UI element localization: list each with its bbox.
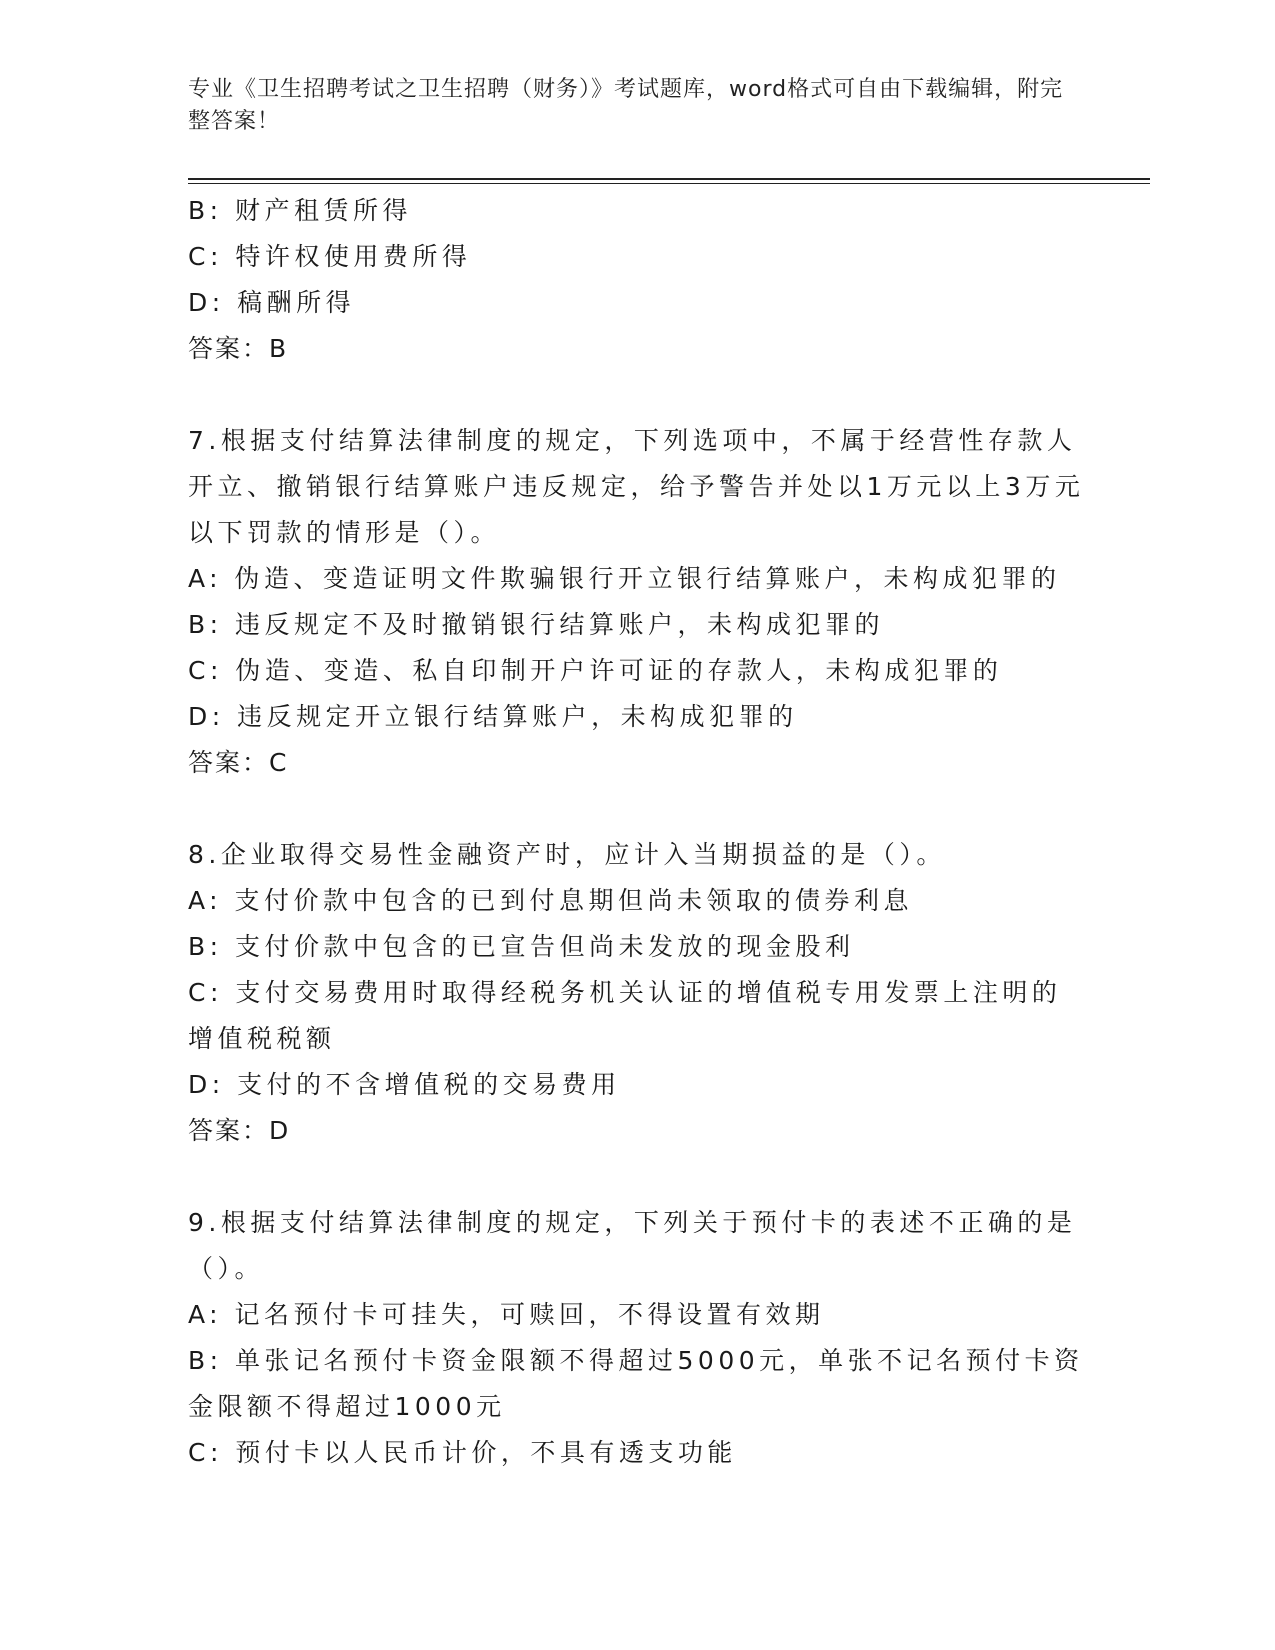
option-a: A: 记名预付卡可挂失，可赎回，不得设置有效期 <box>188 1300 825 1329</box>
option-c: C: 支付交易费用时取得经税务机关认证的增值税专用发票上注明的增值税税额 <box>188 978 1062 1053</box>
question-7 <box>188 418 1088 786</box>
question-8 <box>188 832 1088 1154</box>
document-header: 专业《卫生招聘考试之卫生招聘（财务）》考试题库，word格式可自由下载编辑，附完整答案！ <box>188 77 1064 134</box>
option-b: B: 财产租赁所得 <box>188 196 413 225</box>
question-text: 7.根据支付结算法律制度的规定，下列选项中，不属于经营性存款人开立、撤销银行结算账户违反规定，给予警告并处以1万元以上3万元以下罚款的情形是（）。 <box>188 426 1085 547</box>
continued-question <box>188 188 1088 372</box>
option-a: A: 支付价款中包含的已到付息期但尚未领取的债券利息 <box>188 886 914 915</box>
option-a: A: 伪造、变造证明文件欺骗银行开立银行结算账户，未构成犯罪的 <box>188 564 1061 593</box>
answer: 答案：C <box>188 748 289 777</box>
header-rule-thin <box>188 183 1150 184</box>
question-content <box>188 188 1088 1476</box>
spacer <box>188 372 1088 418</box>
header-rule-thick <box>188 178 1150 180</box>
option-b: B: 违反规定不及时撤销银行结算账户，未构成犯罪的 <box>188 610 885 639</box>
option-b: B: 支付价款中包含的已宣告但尚未发放的现金股利 <box>188 932 855 961</box>
option-d: D: 稿酬所得 <box>188 288 356 317</box>
spacer <box>188 786 1088 832</box>
answer: 答案：B <box>188 334 289 363</box>
spacer <box>188 1154 1088 1200</box>
question-text: 8.企业取得交易性金融资产时，应计入当期损益的是（）。 <box>188 840 946 869</box>
answer: 答案：D <box>188 1116 291 1145</box>
option-c: C: 预付卡以人民币计价，不具有透支功能 <box>188 1438 737 1467</box>
option-b: B: 单张记名预付卡资金限额不得超过5000元，单张不记名预付卡资金限额不得超过1000元 <box>188 1346 1084 1421</box>
option-d: D: 违反规定开立银行结算账户，未构成犯罪的 <box>188 702 798 731</box>
question-text: 9.根据支付结算法律制度的规定，下列关于预付卡的表述不正确的是（）。 <box>188 1208 1077 1283</box>
question-9 <box>188 1200 1088 1476</box>
option-d: D: 支付的不含增值税的交易费用 <box>188 1070 621 1099</box>
option-c: C: 伪造、变造、私自印制开户许可证的存款人，未构成犯罪的 <box>188 656 1003 685</box>
option-c: C: 特许权使用费所得 <box>188 242 472 271</box>
